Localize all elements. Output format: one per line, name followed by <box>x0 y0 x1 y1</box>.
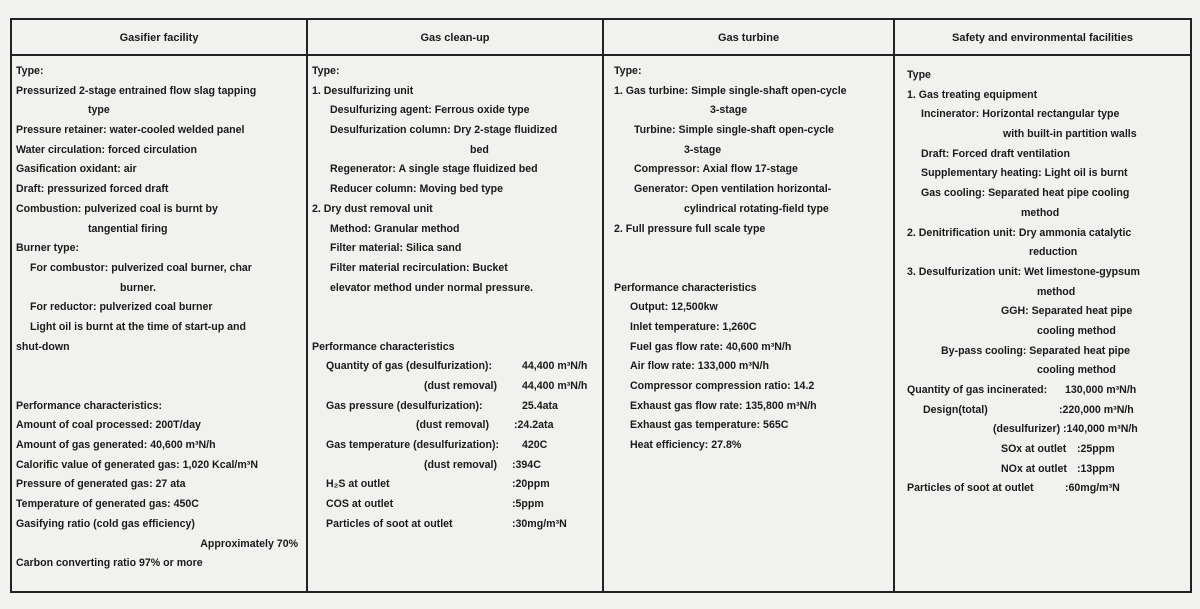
column-safety-environmental <box>895 20 1190 591</box>
text-line: Type <box>907 69 931 81</box>
facility-spec-table <box>10 18 1192 593</box>
perf-key: (dust removal) <box>424 380 497 392</box>
perf-row <box>312 495 602 515</box>
perf-row <box>312 357 602 377</box>
perf-value: :30mg/m³N <box>512 517 567 530</box>
text-line: Generator: Open ventilation horizontal- <box>634 183 832 196</box>
text-line: For reductor: pulverized coal burner <box>30 301 213 314</box>
perf-row <box>907 460 1190 480</box>
text-line: Method: Granular method <box>330 222 460 235</box>
text-line: bed <box>470 143 489 156</box>
perf-value: :25ppm <box>1077 443 1115 456</box>
column-header-safety-environmental: Safety and environmental facilities <box>895 20 1190 56</box>
text-line: Draft: Forced draft ventilation <box>921 147 1070 160</box>
perf-key: Quantity of gas incinerated: <box>907 384 1048 396</box>
perf-value: :24.2ata <box>514 419 554 432</box>
text-line: Performance characteristics <box>614 281 757 294</box>
text-line: Inlet temperature: 1,260C <box>630 320 757 333</box>
perf-value: 25.4ata <box>522 399 558 412</box>
perf-value: :140,000 m³N/h <box>1063 423 1138 436</box>
text-line: Gasification oxidant: air <box>16 163 137 176</box>
perf-value: :60mg/m³N <box>1065 482 1120 495</box>
text-line: 3-stage <box>684 143 722 156</box>
column-gas-cleanup <box>308 20 604 591</box>
perf-value: 44,400 m³N/h <box>522 380 588 392</box>
text-line: Filter material: Silica sand <box>330 242 462 255</box>
perf-key: H₂S at outlet <box>326 478 390 491</box>
perf-row <box>312 397 602 417</box>
text-line: Desulfurization column: Dry 2-stage fluidized <box>330 124 558 137</box>
text-line: elevator method under normal pressure. <box>330 281 534 294</box>
text-line: Burner type: <box>16 242 79 255</box>
text-line: Temperature of generated gas: 450C <box>16 498 199 511</box>
text-line: Carbon converting ratio 97% or more <box>16 557 203 570</box>
text-line: method <box>1037 285 1076 298</box>
text-line: Output: 12,500kw <box>630 301 718 314</box>
text-line: reduction <box>1029 246 1078 259</box>
text-line: tangential firing <box>88 222 168 235</box>
text-line: 3. Desulfurization unit: Wet limestone-gypsum <box>907 265 1140 278</box>
perf-row <box>312 377 602 397</box>
text-line: Gas cooling: Separated heat pipe cooling <box>921 187 1130 200</box>
text-line: GGH: Separated heat pipe <box>1001 305 1133 318</box>
perf-key: Gas temperature (desulfurization): <box>326 439 500 452</box>
text-line: Approximately 70% <box>200 537 298 550</box>
text-line: Reducer column: Moving bed type <box>330 183 504 196</box>
perf-value: 44,400 m³N/h <box>522 360 588 373</box>
perf-key: (desulfurizer) <box>993 423 1061 436</box>
text-line: Pressurized 2-stage entrained flow slag tapping <box>16 84 257 97</box>
text-line: Heat efficiency: 27.8% <box>630 439 742 452</box>
perf-key: COS at outlet <box>326 498 394 511</box>
text-line: Gasifying ratio (cold gas efficiency) <box>16 517 195 530</box>
perf-key: SOx at outlet <box>1001 443 1067 456</box>
text-line: method <box>1021 206 1060 219</box>
text-line: shut-down <box>16 340 70 353</box>
perf-key: (dust removal) <box>424 458 497 471</box>
perf-row <box>312 436 602 456</box>
column-body-safety-environmental <box>895 56 1190 499</box>
text-line: For combustor: pulverized coal burner, char <box>30 261 252 274</box>
perf-value: 130,000 m³N/h <box>1065 384 1137 396</box>
perf-value: :394C <box>512 458 541 471</box>
text-line: type <box>88 104 110 117</box>
perf-key: Quantity of gas (desulfurization): <box>326 360 492 373</box>
column-header-gas-turbine: Gas turbine <box>604 20 893 56</box>
text-line: Combustion: pulverized coal is burnt by <box>16 202 218 215</box>
text-line: Calorific value of generated gas: 1,020 Kcal/m³N <box>16 458 258 471</box>
text-line: Performance characteristics: <box>16 399 163 412</box>
text-line: By-pass cooling: Separated heat pipe <box>941 344 1130 357</box>
perf-row <box>907 420 1190 440</box>
text-line: Amount of coal processed: 200T/day <box>16 419 201 432</box>
perf-row <box>312 475 602 495</box>
column-body-gas-cleanup <box>308 56 602 535</box>
perf-value: :220,000 m³N/h <box>1059 403 1134 416</box>
perf-value: :5ppm <box>512 498 544 511</box>
text-line: Type: <box>16 65 44 77</box>
text-line: Regenerator: A single stage fluidized bed <box>330 163 538 176</box>
perf-row <box>907 440 1190 460</box>
perf-row <box>312 515 602 535</box>
text-line: Filter material recirculation: Bucket <box>330 261 508 274</box>
text-line: Pressure retainer: water-cooled welded panel <box>16 124 245 137</box>
text-line: Pressure of generated gas: 27 ata <box>16 478 186 491</box>
text-line: Incinerator: Horizontal rectangular type <box>921 108 1120 121</box>
text-line: cylindrical rotating-field type <box>684 202 829 215</box>
text-line: cooling method <box>1037 364 1116 377</box>
text-line: 1. Desulfurizing unit <box>312 84 414 97</box>
text-line: 1. Gas treating equipment <box>907 88 1038 101</box>
perf-row <box>312 416 602 436</box>
perf-value: :13ppm <box>1077 462 1115 475</box>
text-line: cooling method <box>1037 324 1116 337</box>
column-body-gas-turbine <box>604 56 893 456</box>
text-line: Turbine: Simple single-shaft open-cycle <box>634 124 834 137</box>
text-line: Performance characteristics <box>312 340 455 353</box>
text-line: Fuel gas flow rate: 40,600 m³N/h <box>630 340 792 353</box>
perf-key: Particles of soot at outlet <box>326 517 453 530</box>
text-line: 3-stage <box>710 104 748 117</box>
text-line: Exhaust gas flow rate: 135,800 m³N/h <box>630 399 817 412</box>
perf-row <box>312 456 602 476</box>
text-line: Type: <box>312 65 340 77</box>
perf-row <box>907 479 1190 499</box>
text-line: 2. Denitrification unit: Dry ammonia catalytic <box>907 226 1132 239</box>
text-line: with built-in partition walls <box>1003 128 1137 141</box>
perf-value: 420C <box>522 439 548 452</box>
text-line: Type: <box>614 65 642 77</box>
perf-key: Gas pressure (desulfurization): <box>326 399 483 412</box>
perf-key: NOx at outlet <box>1001 462 1067 475</box>
column-gasifier <box>12 20 308 591</box>
text-line: Water circulation: forced circulation <box>16 143 197 156</box>
text-line: Desulfurizing agent: Ferrous oxide type <box>330 104 530 117</box>
perf-row <box>907 401 1190 421</box>
column-header-gas-cleanup: Gas clean-up <box>308 20 602 56</box>
column-header-gasifier: Gasifier facility <box>12 20 306 56</box>
text-line: Air flow rate: 133,000 m³N/h <box>630 360 769 373</box>
perf-key: Design(total) <box>923 403 988 416</box>
text-line: 1. Gas turbine: Simple single-shaft open-cycle <box>614 84 847 97</box>
text-line: burner. <box>120 281 156 294</box>
text-line: Light oil is burnt at the time of start-up and <box>30 320 246 333</box>
text-line: Supplementary heating: Light oil is burnt <box>921 167 1128 180</box>
column-body-gasifier <box>12 56 306 574</box>
text-line: Draft: pressurized forced draft <box>16 183 169 196</box>
perf-key: Particles of soot at outlet <box>907 482 1034 495</box>
perf-value: :20ppm <box>512 478 550 491</box>
perf-row <box>907 381 1190 401</box>
text-line: Compressor compression ratio: 14.2 <box>630 380 815 392</box>
perf-key: (dust removal) <box>416 419 489 432</box>
text-line: Compressor: Axial flow 17-stage <box>634 163 798 176</box>
text-line: Amount of gas generated: 40,600 m³N/h <box>16 439 216 452</box>
column-gas-turbine <box>604 20 895 591</box>
text-line: Exhaust gas temperature: 565C <box>630 419 789 432</box>
text-line: 2. Full pressure full scale type <box>614 222 766 235</box>
text-line: 2. Dry dust removal unit <box>312 202 433 215</box>
